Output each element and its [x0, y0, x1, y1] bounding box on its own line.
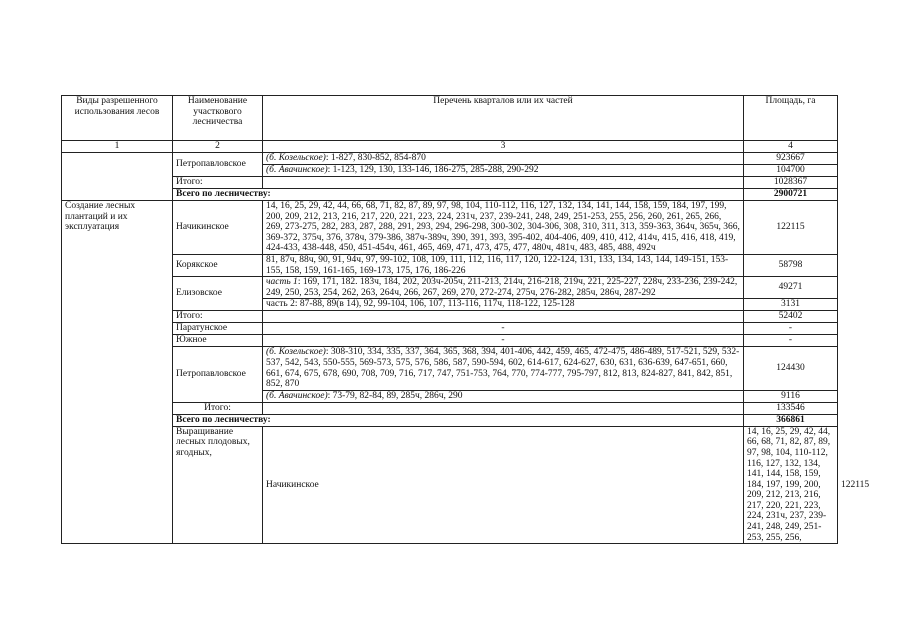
area-cell: 1028367 — [744, 177, 838, 189]
column-number: 4 — [744, 141, 838, 153]
total-label: Всего по лесничеству: — [173, 189, 744, 201]
header-row — [62, 96, 838, 141]
subforestry-label: (б. Козельское) — [266, 153, 326, 163]
forestry-cell: Начикинское — [263, 426, 744, 544]
quarters-list: : 308-310, 334, 335, 337, 364, 365, 368, 394, 401-406, 442, 459, 465, 472-475, 486-489, 517-521, 529, 532-537, 542, 543, 550-555, 569-573, 575, 576, 586, 587, 590-594, 602, 614-617, 624-627, 630, 631, 636-639, 647-651, 660, 661, 674, 675, 678, 690, 708, 709, 716, 717, 747, 751-753, 764, 770, 774-777, 795-797, 812, 813, 824-827, 841, 842, 851, 852, 870 — [266, 347, 740, 390]
table-row — [62, 177, 838, 189]
area-cell: 122115 — [744, 201, 838, 255]
quarters-list: : 169, 171, 182. 183ч, 184, 202, 203ч-205ч, 211-213, 214ч, 216-218, 219ч, 221, 225-227, 228ч, 233-236, 239-242, 249, 250, 253, 254, 262, 263, 264ч, 266, 267, 269, 270, 272-274, 275ч, 276-282, 285ч, 286ч, 287-292 — [266, 277, 738, 298]
table-row — [62, 153, 838, 165]
quarters-cell — [263, 402, 744, 414]
header-forestry: Наименование участкового лесничества — [173, 96, 263, 141]
area-cell: - — [744, 323, 838, 335]
area-cell: 52402 — [744, 311, 838, 323]
area-cell: 124430 — [744, 347, 838, 390]
quarters-cell — [263, 311, 744, 323]
quarters-cell — [263, 347, 744, 390]
subforestry-label: (б. Авачинское) — [266, 390, 328, 401]
part-label: часть 1 — [266, 277, 298, 288]
forest-use-table — [61, 95, 870, 544]
area-cell: 9116 — [744, 390, 838, 402]
use-type-cell — [62, 153, 173, 201]
forestry-cell: Петропавловское — [173, 153, 263, 177]
column-number: 2 — [173, 141, 263, 153]
header-use-type: Виды разрешенного использования лесов — [62, 96, 173, 141]
column-number-row — [62, 141, 838, 153]
table-row — [62, 335, 838, 347]
forestry-cell: Южное — [173, 335, 263, 347]
itogo-label: Итого: — [173, 311, 263, 323]
forestry-cell: Начикинское — [173, 201, 263, 255]
area-cell: 49271 — [744, 277, 838, 299]
quarters-cell: 14, 16, 25, 29, 42, 44, 66, 68, 71, 82, 87, 89, 97, 98, 104, 110-112, 116, 127, 132, 134, 141, 144, 158, 159, 184, 197, 199, 200, 209, 212, 213, 216, 217, 220, 221, 223, 224, 231ч, 237, 239-241, 248, 249, 251-253, 255, 256, 260, 261, 265, 266, 269, 273-275, 282, 283, 287, 288, 291, 293, 294, 296-298, 300-302, 304-306, 308, 310, 311, 313, 359-363, 364ч, 365ч, 366, 369-372, 375ч, 376, 378ч, 379-386, 387ч-389ч, 390, 391, 393, 395-402, 404-406, 409, 410, 412, 414ч, 415, 416, 418, 419, 424-433, 438-448, 450, 451-454ч, 461, 465, 469, 471, 473, 475, 477, 480ч, 481ч, 483, 485, 488, 492ч — [263, 201, 744, 255]
table-row — [62, 311, 838, 323]
quarters-cell — [263, 277, 744, 299]
itogo-label: Итого: — [173, 402, 263, 414]
area-cell: 58798 — [744, 254, 838, 276]
table-row — [62, 277, 838, 299]
column-number: 3 — [263, 141, 744, 153]
area-cell: 3131 — [744, 299, 838, 311]
quarters-cell: - — [263, 323, 744, 335]
table-row — [62, 402, 838, 414]
table-row: Выращивание лесных плодовых, ягодных, Начикинское 14, 16, 25, 29, 42, 44, 66, 68, 71, 82, 87, 89, 97, 98, 104, 110-112, 116, 127, 132, 134, 141, 144, 158, 159, 184, 197, 199, 200, 209, 212, 213, 216, 217, 220, 221, 223, 224, 231ч, 237, 239-241, 248, 249, 251-253, 255, 256, 122115 — [62, 426, 838, 544]
forestry-cell: Петропавловское — [173, 347, 263, 402]
quarters-cell — [263, 390, 744, 402]
quarters-list: : 1-827, 830-852, 854-870 — [325, 153, 426, 163]
subforestry-label: (б. Козельское) — [266, 347, 326, 358]
header-quarters: Перечень кварталов или их частей — [263, 96, 744, 141]
subforestry-label: (б. Авачинское) — [266, 165, 328, 175]
quarters-cell — [263, 153, 744, 165]
total-label: Всего по лесничеству: — [173, 414, 744, 426]
quarters-cell: часть 2: 87-88, 89(в 14), 92, 99-104, 106, 107, 113-116, 117ч, 118-122, 125-128 — [263, 299, 744, 311]
quarters-cell — [263, 165, 744, 177]
table-row — [62, 189, 838, 201]
total-area: 366861 — [744, 414, 838, 426]
quarters-list: : 1-123, 129, 130, 133-146, 186-275, 285-288, 290-292 — [327, 165, 539, 175]
area-cell: 104700 — [744, 165, 838, 177]
use-type-cell: Создание лесных плантаций и их эксплуатация — [62, 201, 173, 544]
forestry-cell: Елизовское — [173, 277, 263, 311]
quarters-cell: - — [263, 335, 744, 347]
use-type-cell: Выращивание лесных плодовых, ягодных, — [173, 426, 263, 544]
itogo-label: Итого: — [173, 177, 263, 189]
quarters-cell: 81, 87ч, 88ч, 90, 91, 94ч, 97, 99-102, 108, 109, 111, 112, 116, 117, 120, 122-124, 131, 133, 134, 143, 144, 149-151, 153-155, 158, 159, 161-165, 169-173, 175, 176, 186-226 — [263, 254, 744, 276]
quarters-list: : 73-79, 82-84, 89, 285ч, 286ч, 290 — [327, 390, 463, 401]
table-row — [62, 201, 838, 255]
area-cell: 133546 — [744, 402, 838, 414]
quarters-cell: 14, 16, 25, 29, 42, 44, 66, 68, 71, 82, 87, 89, 97, 98, 104, 110-112, 116, 127, 132, 134, 141, 144, 158, 159, 184, 197, 199, 200, 209, 212, 213, 216, 217, 220, 221, 223, 224, 231ч, 237, 239-241, 248, 249, 251-253, 255, 256, — [744, 426, 838, 544]
total-area: 2900721 — [744, 189, 838, 201]
table-row — [62, 347, 838, 390]
forestry-cell: Корякское — [173, 254, 263, 276]
header-area: Площадь, га — [744, 96, 838, 141]
table-row — [62, 414, 838, 426]
quarters-cell — [263, 177, 744, 189]
area-cell: 923667 — [744, 153, 838, 165]
table-row — [62, 323, 838, 335]
forestry-cell: Паратунское — [173, 323, 263, 335]
column-number: 1 — [62, 141, 173, 153]
area-cell: - — [744, 335, 838, 347]
table-row — [62, 254, 838, 276]
